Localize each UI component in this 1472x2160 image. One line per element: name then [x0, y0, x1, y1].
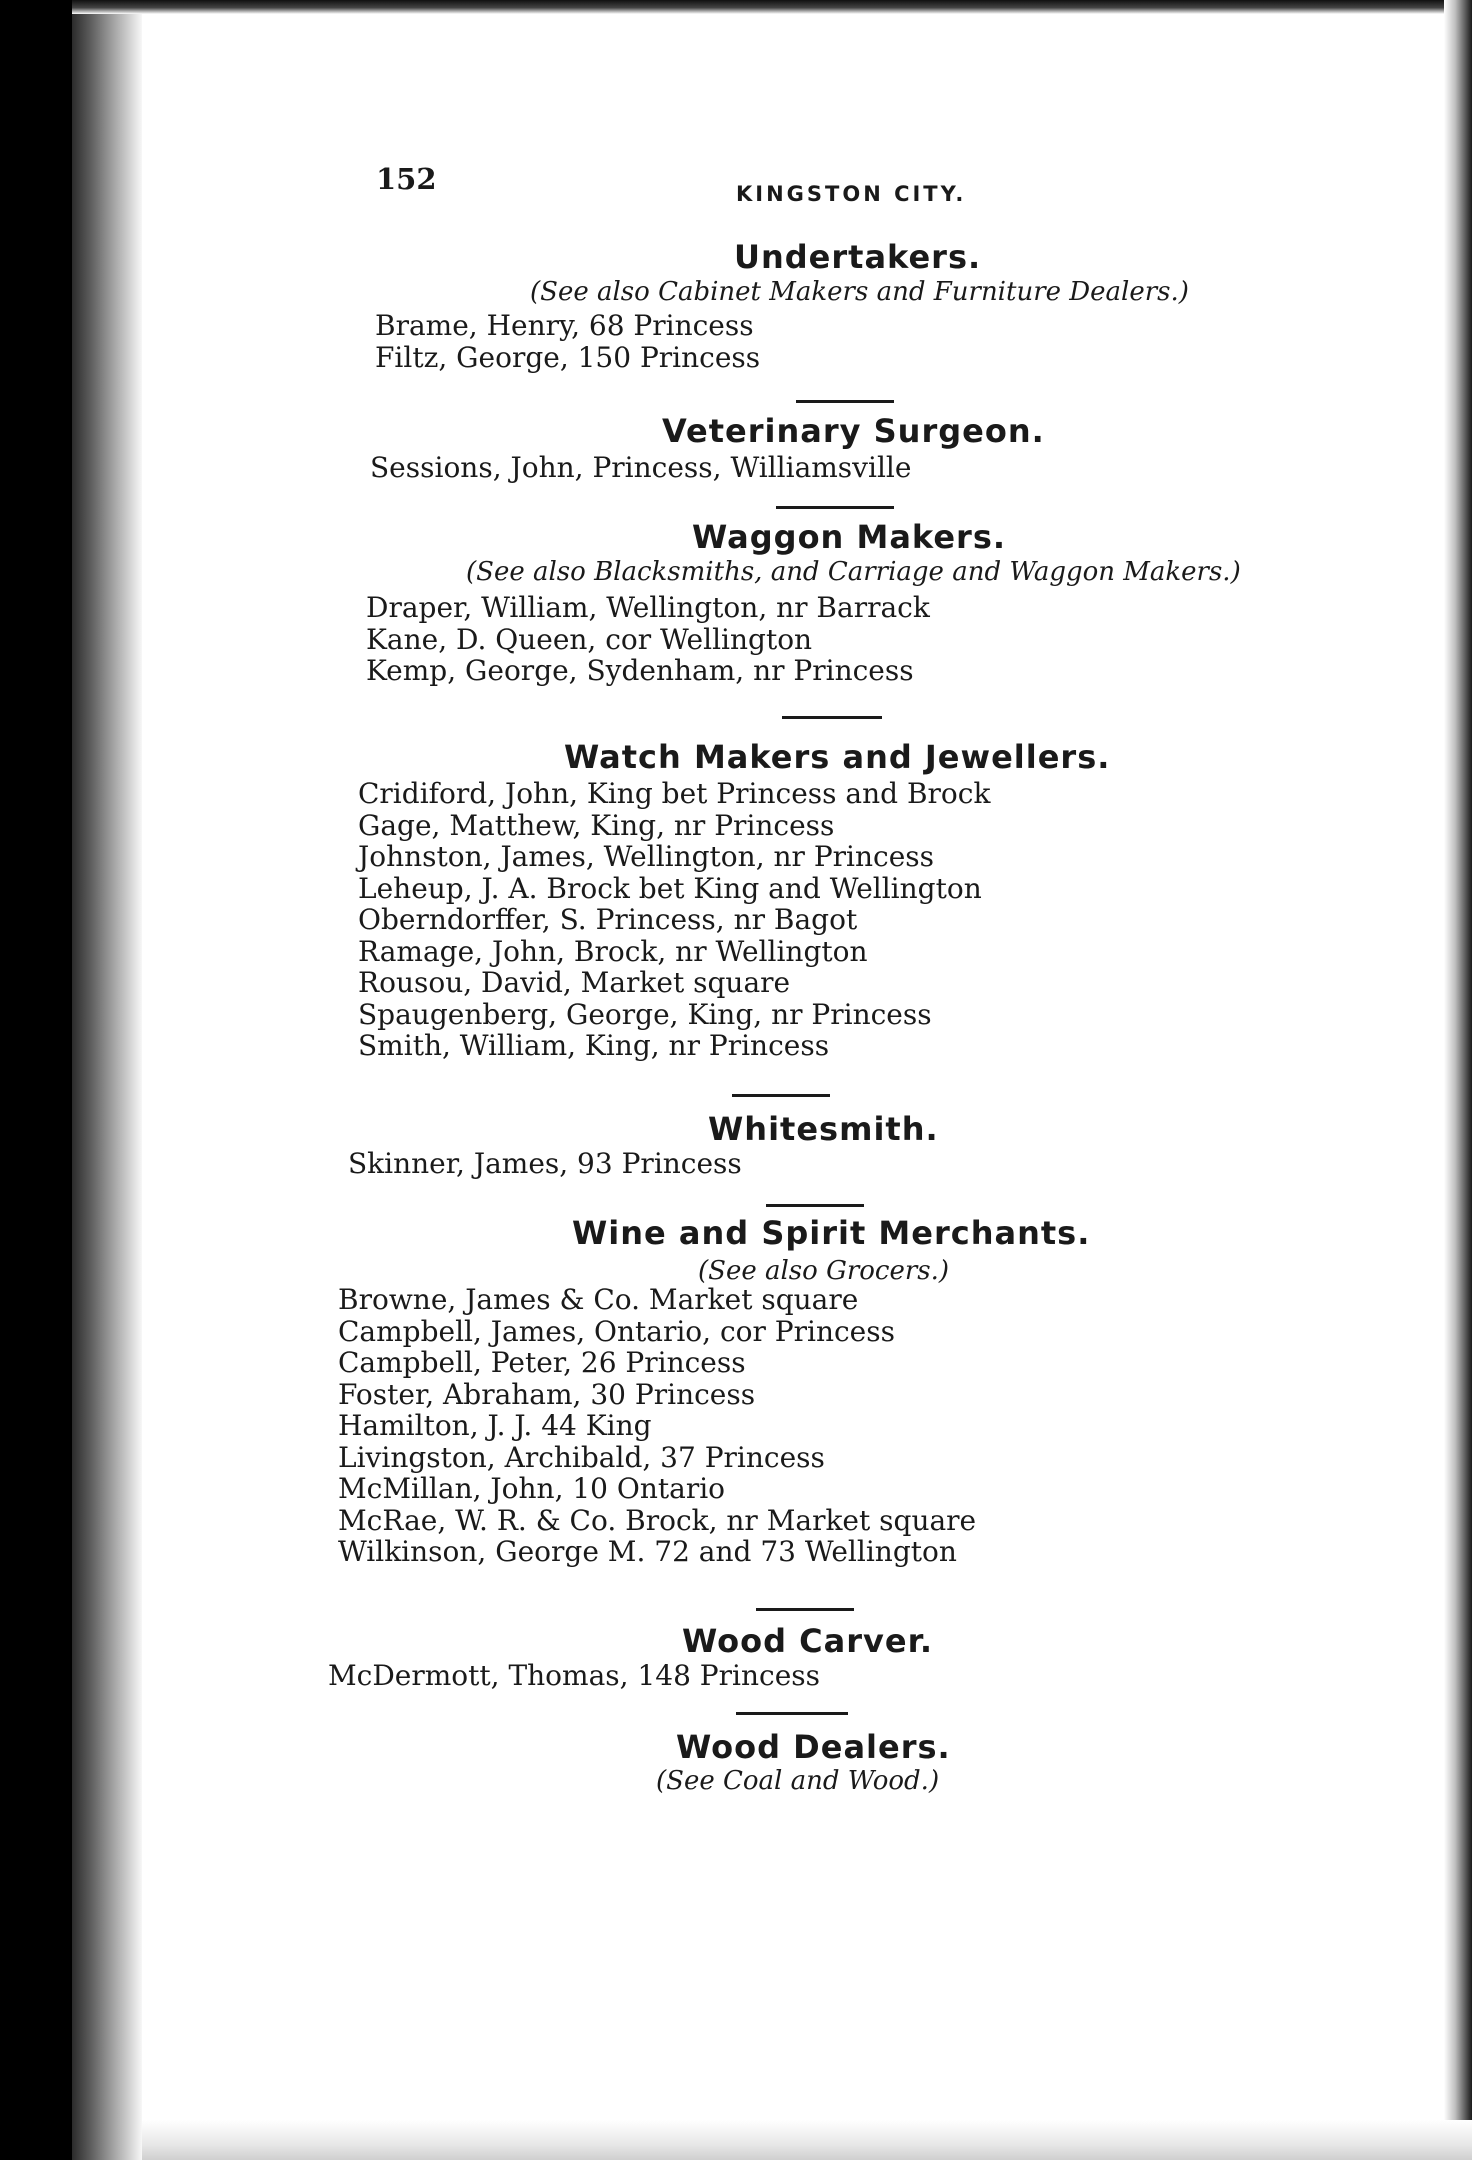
see-also-waggon-makers: (See also Blacksmiths, and Carriage and Waggon Makers.) — [466, 557, 1241, 587]
list-item: Oberndorffer, S. Princess, nr Bagot — [358, 903, 858, 936]
entry-list-whitesmith — [348, 1148, 742, 1180]
list-item: Ramage, John, Brock, nr Wellington — [358, 934, 868, 968]
list-item: McDermott, Thomas, 148 Princess — [328, 1659, 820, 1692]
running-head: KINGSTON CITY. — [736, 182, 967, 206]
list-item: Campbell, Peter, 26 Princess — [338, 1346, 746, 1379]
section-divider — [796, 400, 894, 403]
list-item: Browne, James & Co. Market square — [338, 1283, 859, 1316]
see-also-wood-dealers: (See Coal and Wood.) — [656, 1766, 940, 1796]
list-item: Leheup, J. A. Brock bet King and Wellington — [358, 871, 982, 905]
section-heading-wood-dealers: Wood Dealers. — [676, 1728, 951, 1766]
section-divider — [766, 1204, 864, 1207]
list-item: Livingston, Archibald, 37 Princess — [338, 1440, 825, 1474]
entry-list-waggon-makers — [366, 592, 930, 687]
list-item: McRae, W. R. & Co. Brock, nr Market square — [338, 1503, 977, 1537]
list-item: Sessions, John, Princess, Williamsville — [370, 451, 912, 484]
list-item: Wilkinson, George M. 72 and 73 Wellington — [338, 1535, 957, 1568]
section-heading-watch-makers-and-jewellers: Watch Makers and Jewellers. — [564, 738, 1111, 776]
entry-list-veterinary-surgeon — [370, 452, 911, 484]
section-divider — [756, 1608, 854, 1611]
list-item: Johnston, James, Wellington, nr Princess — [358, 840, 935, 873]
list-item: Gage, Matthew, King, nr Princess — [358, 808, 835, 842]
section-heading-undertakers: Undertakers. — [734, 238, 982, 276]
section-heading-whitesmith: Whitesmith. — [708, 1110, 939, 1148]
page-number: 152 — [376, 162, 437, 196]
list-item: Smith, William, King, nr Princess — [358, 1029, 830, 1062]
list-item: Cridiford, John, King bet Princess and Brock — [358, 777, 991, 810]
section-heading-wood-carver: Wood Carver. — [682, 1622, 933, 1660]
list-item: Spaugenberg, George, King, nr Princess — [358, 997, 932, 1031]
section-divider — [732, 1094, 830, 1097]
entry-list-wine-and-spirit-merchants — [338, 1284, 976, 1568]
list-item: Kemp, George, Sydenham, nr Princess — [366, 654, 914, 687]
list-item: Brame, Henry, 68 Princess — [375, 309, 754, 342]
list-item: Foster, Abraham, 30 Princess — [338, 1377, 756, 1411]
see-also-wine-and-spirit-merchants: (See also Grocers.) — [698, 1256, 950, 1286]
list-item: Draper, William, Wellington, nr Barrack — [366, 591, 930, 624]
section-heading-wine-and-spirit-merchants: Wine and Spirit Merchants. — [572, 1214, 1091, 1252]
list-item: Filtz, George, 150 Princess — [375, 340, 761, 374]
entry-list-undertakers — [375, 310, 760, 373]
see-also-undertakers: (See also Cabinet Makers and Furniture Dealers.) — [530, 277, 1189, 307]
section-heading-waggon-makers: Waggon Makers. — [692, 518, 1007, 556]
list-item: Skinner, James, 93 Princess — [348, 1147, 742, 1180]
section-divider — [782, 716, 882, 719]
section-heading-veterinary-surgeon: Veterinary Surgeon. — [662, 412, 1045, 450]
list-item: Hamilton, J. J. 44 King — [338, 1409, 652, 1442]
section-divider — [736, 1712, 848, 1715]
list-item: Rousou, David, Market square — [358, 966, 791, 999]
entry-list-watch-makers-and-jewellers — [358, 778, 990, 1062]
list-item: McMillan, John, 10 Ontario — [338, 1472, 726, 1505]
list-item: Kane, D. Queen, cor Wellington — [366, 622, 813, 656]
entry-list-wood-carver — [328, 1660, 820, 1692]
section-divider — [776, 506, 894, 509]
list-item: Campbell, James, Ontario, cor Princess — [338, 1314, 895, 1348]
